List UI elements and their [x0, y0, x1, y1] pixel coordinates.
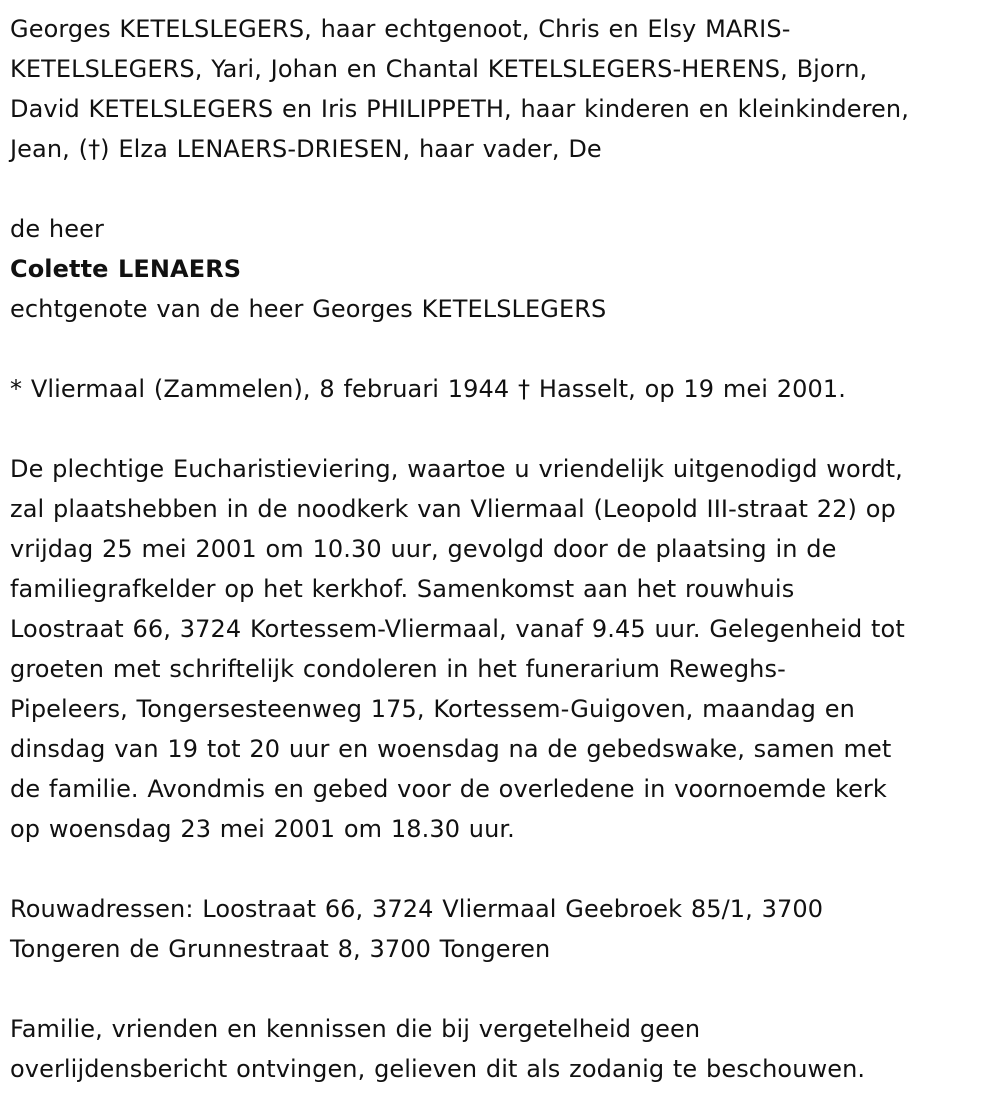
- ceremony-line: zal plaatshebben in de noodkerk van Vliermaal (Leopold III-straat 22) op: [10, 495, 896, 523]
- addresses-paragraph: [10, 889, 995, 969]
- spacer: [10, 849, 995, 889]
- obituary-document: [10, 9, 995, 1089]
- ceremony-line: op woensdag 23 mei 2001 om 18.30 uur.: [10, 815, 515, 843]
- family-line: David KETELSLEGERS en Iris PHILIPPETH, haar kinderen en kleinkinderen,: [10, 95, 909, 123]
- closing-paragraph: [10, 1009, 995, 1089]
- ceremony-line: vrijdag 25 mei 2001 om 10.30 uur, gevolgd door de plaatsing in de: [10, 535, 837, 563]
- spouse-line: echtgenote van de heer Georges KETELSLEGERS: [10, 295, 607, 323]
- ceremony-line: familiegrafkelder op het kerkhof. Samenkomst aan het rouwhuis: [10, 575, 795, 603]
- family-line: Georges KETELSLEGERS, haar echtgenoot, Chris en Elsy MARIS-: [10, 15, 791, 43]
- birth-death-line: * Vliermaal (Zammelen), 8 februari 1944 † Hasselt, op 19 mei 2001.: [10, 375, 846, 403]
- spacer: [10, 969, 995, 1009]
- spacer: [10, 329, 995, 369]
- family-line: Jean, (†) Elza LENAERS-DRIESEN, haar vader, De: [10, 135, 602, 163]
- ceremony-line: de familie. Avondmis en gebed voor de overledene in voornoemde kerk: [10, 775, 887, 803]
- name-block: [10, 209, 995, 329]
- birth-death-block: [10, 369, 995, 409]
- ceremony-line: groeten met schriftelijk condoleren in het funerarium Reweghs-: [10, 655, 786, 683]
- deceased-name: Colette LENAERS: [10, 255, 242, 283]
- closing-line: overlijdensbericht ontvingen, gelieven dit als zodanig te beschouwen.: [10, 1055, 866, 1083]
- title-prefix: de heer: [10, 215, 104, 243]
- spacer: [10, 409, 995, 449]
- ceremony-line: De plechtige Eucharistieviering, waartoe u vriendelijk uitgenodigd wordt,: [10, 455, 903, 483]
- family-line: KETELSLEGERS, Yari, Johan en Chantal KETELSLEGERS-HERENS, Bjorn,: [10, 55, 868, 83]
- ceremony-line: dinsdag van 19 tot 20 uur en woensdag na de gebedswake, samen met: [10, 735, 892, 763]
- ceremony-line: Pipeleers, Tongersesteenweg 175, Kortessem-Guigoven, maandag en: [10, 695, 855, 723]
- ceremony-line: Loostraat 66, 3724 Kortessem-Vliermaal, vanaf 9.45 uur. Gelegenheid tot: [10, 615, 905, 643]
- closing-line: Familie, vrienden en kennissen die bij vergetelheid geen: [10, 1015, 701, 1043]
- spacer: [10, 169, 995, 209]
- address-line: Tongeren de Grunnestraat 8, 3700 Tongeren: [10, 935, 551, 963]
- ceremony-paragraph: [10, 449, 995, 849]
- address-line: Rouwadressen: Loostraat 66, 3724 Vliermaal Geebroek 85/1, 3700: [10, 895, 824, 923]
- family-announcement: [10, 9, 995, 169]
